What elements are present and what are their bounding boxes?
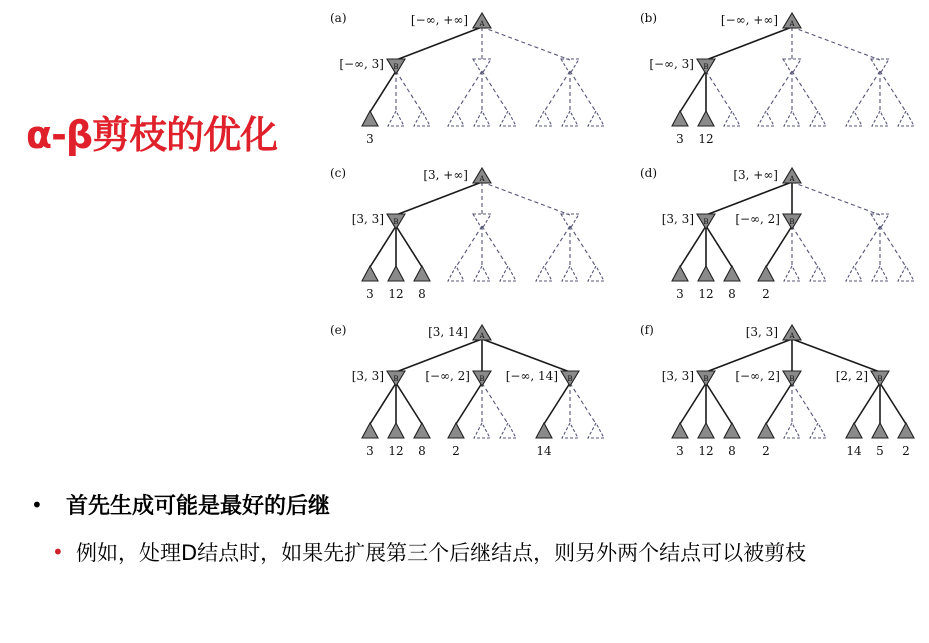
tree-edge — [370, 226, 396, 267]
slide-title: α-β剪枝的优化 — [26, 113, 278, 157]
tree-edge — [706, 182, 792, 215]
tree-edge — [482, 226, 508, 267]
min-node-letter: B — [567, 375, 573, 383]
tree-edge — [706, 226, 732, 267]
leaf-node — [698, 423, 714, 438]
min-node-letter: B — [479, 375, 485, 383]
tree-edge — [680, 226, 706, 267]
root-node-letter: A — [479, 332, 485, 340]
leaf-node — [724, 423, 740, 438]
panel-label: (c) — [330, 166, 347, 180]
leaf-node — [500, 423, 516, 438]
min-node-range: [3, 3] — [351, 212, 384, 226]
leaf-value: 2 — [762, 287, 770, 301]
tree-edge — [370, 383, 396, 424]
panel-label: (e) — [330, 323, 347, 337]
leaf-node — [846, 423, 862, 438]
tree-edge — [482, 383, 508, 424]
tree-edge — [482, 27, 570, 60]
root-node-letter: A — [789, 332, 795, 340]
panel-label: (f) — [640, 323, 654, 337]
leaf-value: 12 — [698, 444, 714, 458]
root-range: [−∞, +∞] — [720, 13, 778, 27]
min-node-range: [−∞, 2] — [735, 212, 780, 226]
tree-edge — [706, 27, 792, 60]
tree-edge — [792, 339, 880, 372]
tree-edge — [706, 71, 732, 112]
leaf-node — [724, 266, 740, 281]
leaf-value: 5 — [876, 444, 884, 458]
leaf-node — [500, 111, 516, 126]
panel-label: (b) — [640, 11, 658, 25]
tree-edge — [456, 383, 482, 424]
leaf-value: 3 — [366, 444, 374, 458]
leaf-node — [758, 266, 774, 281]
leaf-node — [474, 111, 490, 126]
leaf-value: 8 — [728, 444, 736, 458]
min-node-letter: B — [393, 218, 399, 226]
tree-edge — [396, 226, 422, 267]
leaf-node — [562, 266, 578, 281]
root-node-letter: A — [789, 175, 795, 183]
leaf-node — [448, 423, 464, 438]
leaf-value: 12 — [698, 132, 714, 146]
leaf-value: 12 — [388, 287, 404, 301]
tree-edge — [396, 383, 422, 424]
min-node-letter: B — [703, 375, 709, 383]
tree-edge — [854, 71, 880, 112]
min-node-letter: B — [877, 375, 883, 383]
leaf-node — [388, 266, 404, 281]
leaf-value: 8 — [418, 444, 426, 458]
leaf-node — [846, 111, 862, 126]
tree-edge — [396, 182, 482, 215]
tree-edge — [880, 226, 906, 267]
leaf-node — [784, 423, 800, 438]
tree-edge — [544, 71, 570, 112]
leaf-node — [414, 423, 430, 438]
root-range: [3, 14] — [428, 325, 468, 339]
min-node-range: [3, 3] — [661, 369, 694, 383]
min-node-range: [−∞, 3] — [339, 57, 384, 71]
root-node-letter: A — [789, 20, 795, 28]
min-node-range: [3, 3] — [351, 369, 384, 383]
leaf-node — [388, 111, 404, 126]
min-node-range: [2, 2] — [835, 369, 868, 383]
min-node-range: [3, 3] — [661, 212, 694, 226]
tree-edge — [482, 71, 508, 112]
tree-edge — [544, 226, 570, 267]
bullet-dot-icon: • — [31, 493, 43, 517]
leaf-node — [898, 111, 914, 126]
leaf-value: 3 — [366, 287, 374, 301]
leaf-value: 12 — [388, 444, 404, 458]
leaf-value: 3 — [676, 444, 684, 458]
tree-edge — [456, 226, 482, 267]
leaf-node — [698, 266, 714, 281]
leaf-value: 14 — [536, 444, 552, 458]
leaf-value: 3 — [366, 132, 374, 146]
tree-edge — [706, 383, 732, 424]
tree-edge — [396, 27, 482, 60]
tree-edge — [880, 383, 906, 424]
leaf-value: 2 — [452, 444, 460, 458]
leaf-node — [362, 423, 378, 438]
leaf-node — [810, 266, 826, 281]
leaf-node — [810, 423, 826, 438]
tree-edge — [854, 383, 880, 424]
leaf-value: 2 — [902, 444, 910, 458]
sub-bullet-dot-icon: • — [52, 540, 64, 564]
tree-edge — [456, 71, 482, 112]
tree-edge — [680, 383, 706, 424]
leaf-node — [562, 111, 578, 126]
leaf-node — [448, 111, 464, 126]
tree-edge — [396, 339, 482, 372]
leaf-node — [588, 111, 604, 126]
min-node-range: [−∞, 2] — [425, 369, 470, 383]
min-node-letter: B — [393, 63, 399, 71]
panel-label: (a) — [330, 11, 347, 25]
leaf-node — [448, 266, 464, 281]
leaf-node — [536, 111, 552, 126]
tree-edge — [792, 27, 880, 60]
leaf-node — [414, 111, 430, 126]
leaf-node — [724, 111, 740, 126]
tree-edge — [854, 226, 880, 267]
leaf-node — [784, 266, 800, 281]
leaf-node — [536, 266, 552, 281]
tree-edge — [570, 226, 596, 267]
min-node-range: [−∞, 14] — [505, 369, 558, 383]
tree-edge — [880, 71, 906, 112]
tree-edge — [396, 71, 422, 112]
min-node-letter: B — [789, 375, 795, 383]
tree-edge — [680, 71, 706, 112]
leaf-value: 14 — [846, 444, 862, 458]
min-node-letter: B — [789, 218, 795, 226]
root-range: [3, +∞] — [423, 168, 468, 182]
leaf-node — [872, 423, 888, 438]
leaf-node — [698, 111, 714, 126]
root-node-letter: A — [479, 20, 485, 28]
tree-edge — [792, 71, 818, 112]
min-node-letter: B — [703, 218, 709, 226]
bullet-main: 首先生成可能是最好的后继 — [66, 494, 331, 519]
leaf-node — [474, 423, 490, 438]
tree-edge — [766, 226, 792, 267]
root-range: [3, 3] — [745, 325, 778, 339]
leaf-node — [758, 423, 774, 438]
leaf-node — [872, 266, 888, 281]
leaf-node — [898, 423, 914, 438]
tree-edge — [544, 383, 570, 424]
leaf-node — [362, 111, 378, 126]
leaf-value: 2 — [762, 444, 770, 458]
root-range: [3, +∞] — [733, 168, 778, 182]
tree-edge — [482, 339, 570, 372]
leaf-node — [784, 111, 800, 126]
leaf-node — [758, 111, 774, 126]
leaf-node — [562, 423, 578, 438]
leaf-node — [362, 266, 378, 281]
leaf-value: 8 — [418, 287, 426, 301]
bullet-sub: 例如，处理D结点时，如果先扩展第三个后继结点，则另外两个结点可以被剪枝 — [76, 541, 807, 565]
leaf-value: 8 — [728, 287, 736, 301]
root-range: [−∞, +∞] — [410, 13, 468, 27]
min-node-letter: B — [703, 63, 709, 71]
leaf-node — [474, 266, 490, 281]
panel-label: (d) — [640, 166, 658, 180]
min-node-range: [−∞, 2] — [735, 369, 780, 383]
leaf-node — [672, 423, 688, 438]
leaf-node — [672, 111, 688, 126]
leaf-value: 12 — [698, 287, 714, 301]
leaf-node — [810, 111, 826, 126]
leaf-node — [414, 266, 430, 281]
tree-edge — [792, 383, 818, 424]
leaf-node — [872, 111, 888, 126]
tree-edge — [370, 71, 396, 112]
tree-edge — [482, 182, 570, 215]
leaf-node — [588, 423, 604, 438]
tree-edge — [766, 383, 792, 424]
root-node-letter: A — [479, 175, 485, 183]
tree-edge — [766, 71, 792, 112]
tree-edge — [570, 383, 596, 424]
leaf-node — [388, 423, 404, 438]
min-node-range: [−∞, 3] — [649, 57, 694, 71]
leaf-value: 3 — [676, 287, 684, 301]
leaf-node — [672, 266, 688, 281]
min-node-letter: B — [393, 375, 399, 383]
leaf-node — [536, 423, 552, 438]
leaf-value: 3 — [676, 132, 684, 146]
leaf-node — [500, 266, 516, 281]
tree-edge — [792, 226, 818, 267]
leaf-node — [846, 266, 862, 281]
tree-edge — [706, 339, 792, 372]
leaf-node — [898, 266, 914, 281]
leaf-node — [588, 266, 604, 281]
tree-edge — [570, 71, 596, 112]
tree-edge — [792, 182, 880, 215]
